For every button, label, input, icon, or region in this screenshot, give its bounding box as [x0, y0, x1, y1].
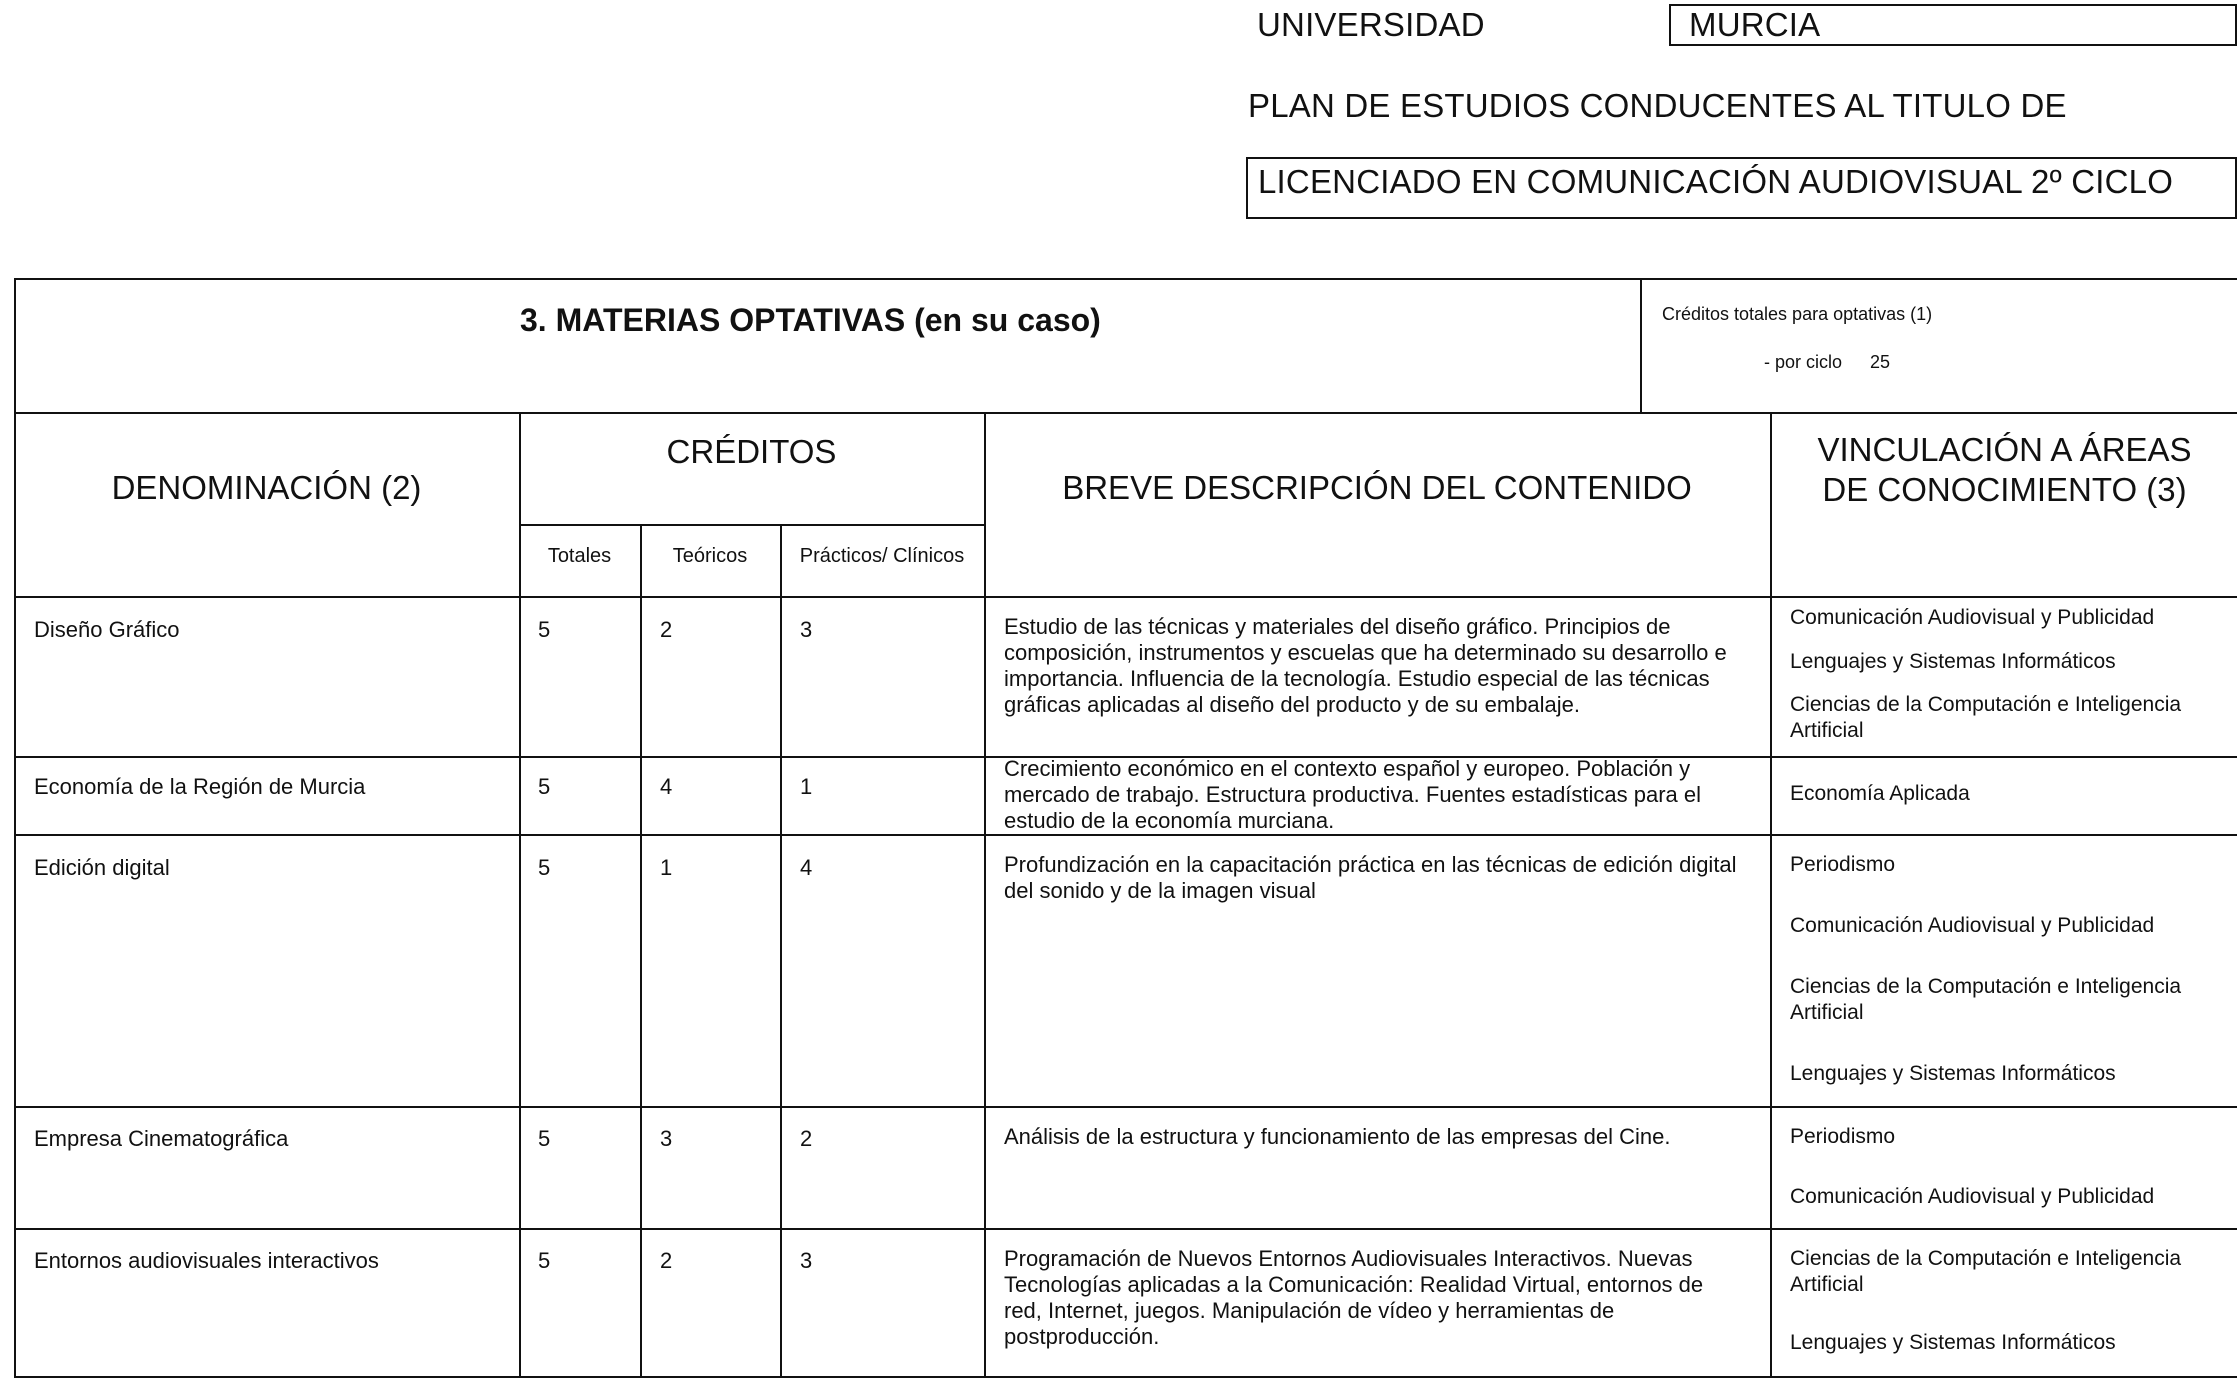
universidad-value: MURCIA	[1689, 6, 1821, 43]
col-creditos: CRÉDITOS	[666, 433, 837, 470]
row-area: Comunicación Audiovisual y Publicidad	[1790, 606, 2155, 629]
row-description: Crecimiento económico en el contexto español y europeo. Población y mercado de trabajo. Estructura productiva. Fuentes estadísticas para el estudio de la economía murciana.	[1004, 756, 1702, 833]
row-teoricos: 4	[660, 774, 673, 799]
col-teoricos: Teóricos	[672, 545, 748, 567]
col-denominacion: DENOMINACIÓN (2)	[111, 469, 422, 506]
title-credits-divider	[1640, 278, 1642, 412]
row-totales: 5	[538, 1126, 551, 1151]
row-description: Profundización en la capacitación práctica en las técnicas de edición digital del sonido y de la imagen visual	[1004, 852, 1737, 903]
creditos-totales-label: Créditos totales para optativas (1)	[1662, 304, 1933, 324]
row-teoricos: 1	[660, 855, 673, 880]
row-name: Economía de la Región de Murcia	[34, 774, 366, 799]
row-name: Diseño Gráfico	[34, 617, 180, 642]
row-description: Estudio de las técnicas y materiales del diseño gráfico. Principios de composición, instrumentos y escuelas que ha determinado su desarrollo e importancia. Influencia de la tecnología. Estudio especial de las técnicas gráficas aplicadas al diseño del producto y de su embalaje.	[1004, 614, 1727, 717]
row-name: Entornos audiovisuales interactivos	[34, 1248, 379, 1273]
row-area: Economía Aplicada	[1790, 782, 1970, 805]
row-practicos: 3	[800, 617, 813, 642]
row-description: Programación de Nuevos Entornos Audiovisuales Interactivos. Nuevas Tecnologías aplicadas a la Comunicación: Realidad Virtual, entornos de red, Internet, juegos. Manipulación de vídeo y herramientas de postproducción.	[1004, 1246, 1704, 1349]
row-divider-2	[14, 834, 2237, 836]
row-teoricos: 2	[660, 1248, 673, 1273]
row-practicos: 3	[800, 1248, 813, 1273]
title-row-divider	[14, 412, 2237, 414]
row-totales: 5	[538, 617, 551, 642]
row-area: Lenguajes y Sistemas Informáticos	[1790, 650, 2116, 673]
row-teoricos: 3	[660, 1126, 673, 1151]
row-area: Ciencias de la Computación e Inteligencia Artificial	[1790, 975, 2182, 1024]
col-descripcion: BREVE DESCRIPCIÓN DEL CONTENIDO	[1062, 469, 1692, 506]
row-totales: 5	[538, 855, 551, 880]
row-area: Lenguajes y Sistemas Informáticos	[1790, 1062, 2116, 1085]
titulo-value: LICENCIADO EN COMUNICACIÓN AUDIOVISUAL 2º CICLO	[1258, 163, 2174, 200]
col-vinculacion-line1: VINCULACIÓN A ÁREAS	[1817, 431, 2192, 468]
row-practicos: 1	[800, 774, 813, 799]
section-title: 3. MATERIAS OPTATIVAS (en su caso)	[520, 302, 1101, 338]
row-area: Comunicación Audiovisual y Publicidad	[1790, 1185, 2155, 1208]
row-divider-3	[14, 1106, 2237, 1108]
por-ciclo-value: 25	[1870, 352, 1891, 372]
col-totales: Totales	[547, 545, 612, 567]
universidad-box	[1669, 4, 2237, 46]
col-divider-2	[640, 524, 642, 1378]
row-area: Periodismo	[1790, 1125, 1896, 1148]
por-ciclo-label: - por ciclo	[1764, 352, 1843, 372]
plan-label: PLAN DE ESTUDIOS CONDUCENTES AL TITULO DE	[1248, 87, 2067, 124]
row-teoricos: 2	[660, 617, 673, 642]
row-practicos: 4	[800, 855, 813, 880]
row-area: Ciencias de la Computación e Inteligencia Artificial	[1790, 1247, 2182, 1296]
col-divider-3	[780, 524, 782, 1378]
creditos-sub-divider	[519, 524, 984, 526]
row-practicos: 2	[800, 1126, 813, 1151]
row-area: Lenguajes y Sistemas Informáticos	[1790, 1331, 2116, 1354]
row-area: Periodismo	[1790, 853, 1896, 876]
row-area: Ciencias de la Computación e Inteligencia Artificial	[1790, 693, 2182, 742]
row-divider-4	[14, 1228, 2237, 1230]
col-divider-5	[1770, 412, 1772, 1378]
row-name: Edición digital	[34, 855, 170, 880]
row-description: Análisis de la estructura y funcionamiento de las empresas del Cine.	[1004, 1124, 1671, 1149]
universidad-label: UNIVERSIDAD	[1257, 6, 1485, 43]
row-totales: 5	[538, 1248, 551, 1273]
row-totales: 5	[538, 774, 551, 799]
row-area: Comunicación Audiovisual y Publicidad	[1790, 914, 2155, 937]
row-name: Empresa Cinematográfica	[34, 1126, 289, 1151]
col-practicos: Prácticos/ Clínicos	[799, 545, 965, 567]
col-vinculacion-line2: DE CONOCIMIENTO (3)	[1822, 471, 2187, 508]
header-row-divider	[14, 596, 2237, 598]
col-divider-4	[984, 412, 986, 1378]
titulo-box	[1246, 157, 2237, 219]
